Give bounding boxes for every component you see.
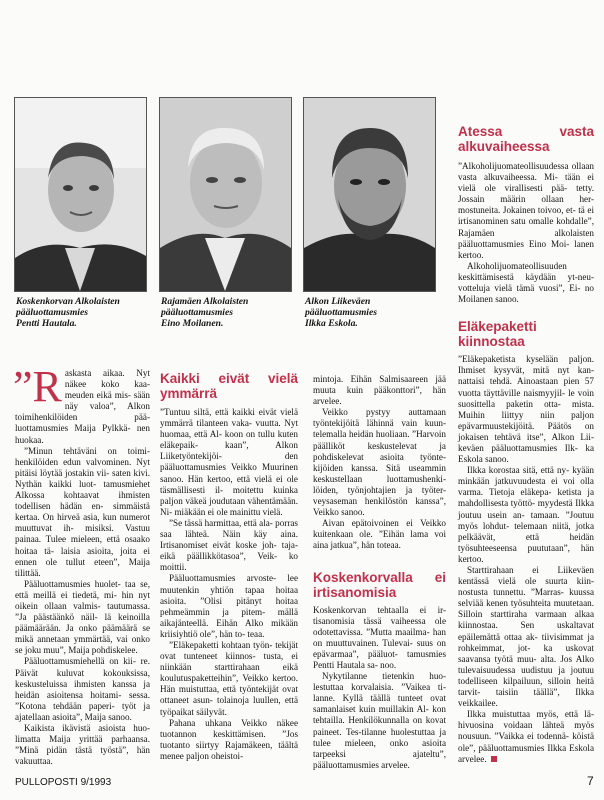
photo-eino-moilanen — [159, 97, 292, 292]
paragraph: ”Tuntuu siltä, että kaikki eivät vielä ymmärrä tilanteen vaka- vuutta. Nyt huomaa, että Al- koon on tullu kuten eläkepaik- kaan”, Alkon Liiketyöntekijöi- den pääluottamusmies Veikko Muurinen sanoo. Hän kertoo, että vielä ei ole täsmällisesti il- moitettu kuinka paljon väkeä joudutaan vähentämään. Ni- miäkään ei ole mainittu vielä. — [160, 407, 298, 517]
paragraph: mintoja. Eihän Salmisaareen jää muuta kuin pääkonttori”, hän arvelee. — [313, 374, 446, 407]
section-heading: Kaikki eivät vielä ymmärrä — [160, 371, 298, 401]
paragraph: Pääluottamusmies huolet- taa se, että meillä ei tiedetä, mi- hin nyt oikein ollaan valmis- tautumassa. ”Ja päästäänkö näil- lä keinoilla päämäärään. Ja onko päämäärä se mikä annetaan ymmärtää, vai onko se joku muu”, Maija pohdiskelee. — [15, 578, 150, 656]
closing-paragraph — [458, 709, 594, 764]
caption-ilkka-eskola — [305, 296, 445, 329]
caption-line: Ilkka Eskola. — [305, 318, 358, 329]
caption-line: Rajamäen Alkolaisten — [161, 296, 249, 307]
portrait-image — [304, 98, 435, 291]
paragraph: ”Minun tehtäväni on toimi- henkilöiden edun valvominen. Nyt pitäisi löytää jostakin vii- saten kivi. Nythän kaikki luot- tamusmiehet Alkossa kohtaavat ihmisten todellisen hädän en- simmäistä kertaa. On hirveä asia, kun numerot muuttuvat ih- misiksi. Vastuu painaa. Tulee mieleen, että osaako hoitaa tä- laisia asioita, joita ei ennen ole tullut eteen”, Maija tilittää. — [15, 445, 150, 578]
caption-line: Eino Moilanen. — [161, 318, 224, 329]
paragraph: ”Eläkepaketti kohtaan työn- tekijät ovat tunteneet kiinnos- tusta, ei niinkään starttirahaan eikä koulutuspaketteihin”, Veikko kertoo. Hän muistuttaa, että työntekijät ovat ottaneet asun- tolainoja luullen, että työpaikat säilyvät. — [160, 639, 298, 717]
paragraph: Pääluottamusmies arvoste- lee muutenkin yhtiön tapaa hoitaa asioita. ”Olisi pitänyt hoitaa pehmeämmin ja pitem- mällä aikajänteellä. Eihän Alko mikään kriisiyhtiö ole”, hän to- teaa. — [160, 573, 298, 639]
portrait-image — [15, 98, 146, 291]
paragraph: Pahana uhkana Veikko näkee tuotannon keskittämisen. ”Jos tuotanto siirtyy Rajamäkeen, täältä menee paljon oheistoi- — [160, 717, 298, 761]
paragraph: Koskenkorvan tehtaalla ei ir- tisanomisia tässä vaiheessa ole odotettavissa. ”Mutta maailma- han on muuttuvainen. Tulevai- suus on epävarmaa”, pääluot- tamusmies Pentti Hautala sa- noo. — [313, 604, 446, 670]
photo-ilkka-eskola — [303, 97, 436, 292]
section-heading: Eläkepaketti kiinnostaa — [458, 319, 537, 350]
paragraph: Kaikista ikävistä asioista huo- limatta Maija yrittää parhaansa. ”Minä pidän tästä työstä”, hän vakuuttaa. — [15, 723, 150, 767]
column-3 — [313, 374, 446, 771]
caption-line: Koskenkorvan Alkolaisten — [16, 296, 120, 307]
paragraph: Pääluottamusmiehellä on kii- re. Päivät kuluvat kokouksissa, keskusteluissa ihmisten kanssa ja heidän asioitensa hoitami- sessa. ”Kotona tehdään paperi- työt ja ajatellaan asioita”, Maija sanoo. — [15, 656, 150, 722]
caption-pentti-hautala — [16, 296, 156, 329]
paragraph: Veikko pystyy auttamaan työntekijöitä lähinnä vain kuun- telemalla heidän huoliaan. ”Harvoin päälliköt keskustelevat ja pohdiskelevat asioita työnte- kijöiden kanssa. Sitä useammin keskustellaan luottamushenki- löiden, työnjohtajien ja työter- veysaseman henkilöstön kanssa”, Veikko sanoo. — [313, 407, 446, 518]
paragraph-text: askasta aikaa. Nyt näkee koko kaa- meuden eikä mis- sään näy valoa”, Alkon toimihenkilöiden pää- luottamusmies Maija Pylkkä- nen huokaa. — [15, 368, 150, 445]
paragraph: ”Alkoholijuomateollisuudessa ollaan vasta alkuvaiheessa. Mi- tään ei vielä ole virallisesti pää- tetty. Jossain määrin ollaan her- mostuneita. Jokainen toivoo, et- tä ei irtisanominen satu omalle kohdalle”, Rajamäen alkolaisten pääluottamusmies Eino Moi- lanen kertoo. — [458, 161, 594, 260]
lead-paragraph — [13, 362, 150, 446]
caption-line: Alkon Liikeväen — [305, 296, 371, 307]
page-number: 7 — [587, 774, 594, 788]
photo-pentti-hautala — [14, 97, 147, 292]
portrait-image — [160, 98, 291, 291]
paragraph: ”Se tässä harmittaa, että ala- porras saa lähteä. Näin käy aina. Irtisanomiset eivät koske joh- taja- eikä päällikkötasoa”, Veik- ko moittii. — [160, 517, 298, 573]
paragraph: Aivan epätoivoinen ei Veikko kuitenkaan ole. ”Eihän lama voi aina jatkua”, hän toteaa. — [313, 518, 446, 551]
section-heading: Koskenkorvalla ei irtisanomisia — [313, 569, 446, 600]
column-4 — [458, 124, 594, 765]
paragraph: Ilkka korostaa sitä, että ny- kyään minkään jatkuvuudesta ei voi olla varma. Tietoja eläkepa- ketista ja mahdollisesta työttö- myydestä Ilkka joutuu usein an- tamaan. ”Joutuu myös lohdut- telemaan niitä, jotka pelkäävät, että heidän työsuhteeseensa puututaan”, hän kertoo. — [458, 465, 594, 564]
caption-eino-moilanen — [161, 296, 301, 329]
caption-line: pääluottamusmies — [161, 307, 233, 318]
paragraph: Alkoholijuomateollisuuden keskittämisestä käydään yt-neu- votteluja vielä tämä vuosi”, Ei- no Moilanen sanoo. — [458, 260, 594, 305]
caption-line: Pentti Hautala. — [16, 318, 77, 329]
paragraph: ”Eläkepaketista kyselään paljon. Ihmiset kysyvät, mitä nyt kan- nattaisi tehdä. Ainoastaan pien 57 vuotta täyttäville naismyyjil- le voin suosittella paketin otta- mista. Muihin liittyy niin paljon epävarmuustekijöitä. Päätös on jokaisen tehtävä itse”, Alkon Lii- keväen pääluottamusmies Ilk- ka Eskola sanoo. — [458, 354, 594, 465]
publication-footer: PULLOPOSTI 9/1993 — [15, 777, 112, 788]
section-heading: Atessa vasta alkuvaiheessa — [458, 124, 594, 154]
paragraph-text: Ilkka muistuttaa myös, että lä- hivuosina voidaan lähteä myös nousuun. ”Vaikka ei todennä- köistä ole”, pääluottamusmies Ilkka Eskola arvelee. — [458, 709, 594, 764]
caption-line: pääluottamusmies — [305, 307, 377, 318]
paragraph: Nykytilanne tietenkin huo- lestuttaa korvalaisia. ”Vaikea ti- lanne. Kyllä täällä tunteet ovat samanlaiset kuin muillakin Al- kon tehtailla. Henkilökunnalla on kovat paineet. Tes-tilanne huolestuttaa ja tulee mieleen, onko asioita tarpeeksi ajateltu”, pääluottamusmies arvelee. — [313, 671, 446, 770]
caption-line: pääluottamusmies — [16, 307, 88, 318]
column-1 — [13, 362, 150, 767]
column-2 — [160, 371, 298, 762]
end-mark-icon — [491, 756, 497, 762]
drop-cap: ”R — [13, 362, 62, 411]
paragraph: Starttirahaan ei Liikeväen kentässä vielä ole suurta kiin- nostusta tunnettu. ”Marras- kuussa selviää kenen työsuhteita muutetaan. Silloin starttiraha varmaan alkaa kiinnostaa. Sen uskaltavat epäilemättä ottaa ak- tiivisimmat ja rohkeimmat, jot- ka uskovat saavansa työtä muu- alta. Jos Alko tulevaisuudessa uudistuu ja joutuu todelliseen kilpailuun, silloin heitä tarvit- taisiin täällä”, Ilkka veikkailee. — [458, 565, 594, 709]
